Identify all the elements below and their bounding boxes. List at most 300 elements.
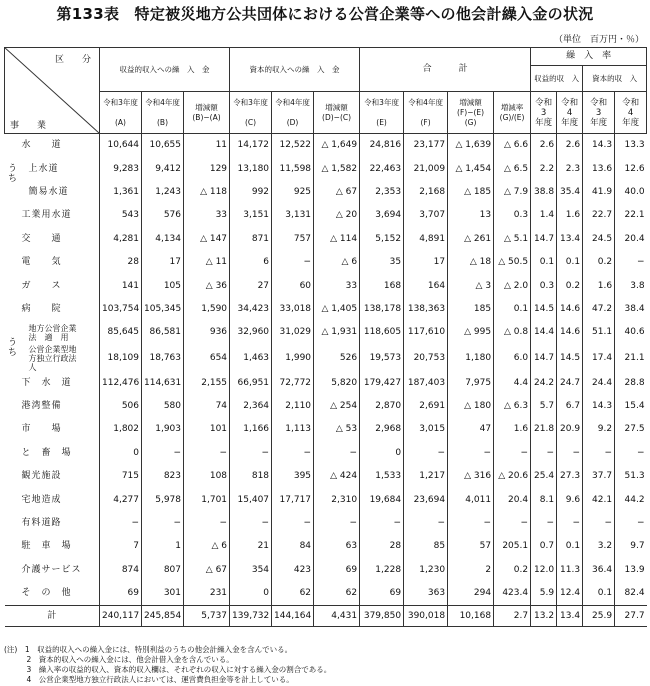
table-cell: 5,820 [314,372,360,395]
table-cell: 1,361 [100,181,142,204]
table-cell: 19,684 [360,488,404,511]
table-cell: − [615,251,647,274]
table-cell: 7,975 [448,372,494,395]
table-cell: △ 6 [184,535,230,558]
table-cell: 17.4 [583,345,615,372]
table-cell: 118,605 [360,321,404,344]
table-cell: △ 1,405 [314,298,360,321]
table-cell: − [615,442,647,465]
table-cell: △ 0.8 [494,321,531,344]
table-cell: 42.1 [583,488,615,511]
table-cell: 4.4 [494,372,531,395]
table-cell: 1,243 [142,181,184,204]
table-cell: 19,573 [360,345,404,372]
table-cell: 543 [100,204,142,227]
table-cell: 62 [314,582,360,606]
table-cell: △ 114 [314,228,360,251]
table-cell: 20.9 [557,418,583,441]
table-cell: − [272,251,314,274]
table-row [5,488,647,511]
table-cell: 82.4 [615,582,647,606]
table-cell: 992 [230,181,272,204]
table-cell: − [557,442,583,465]
table-body [5,134,647,627]
table-cell: − [184,442,230,465]
table-cell: △ 6 [314,251,360,274]
header-rate-cap-r4: 令和 4 年度 [615,92,647,134]
table-cell: 32,960 [230,321,272,344]
table-cell: 5,152 [360,228,404,251]
table-cell: 9.7 [615,535,647,558]
table-cell: 12.6 [615,157,647,180]
table-cell: 0.2 [583,251,615,274]
table-cell: 103,754 [100,298,142,321]
table-row [5,251,647,274]
table-cell: 47.2 [583,298,615,321]
table-cell: 925 [272,181,314,204]
row-label: 水 道 [21,140,62,151]
table-cell: 138,363 [404,298,448,321]
table-cell: 22.1 [615,204,647,227]
table-cell: 51.3 [615,465,647,488]
table-row [5,395,647,418]
table-cell: − [531,512,557,535]
table-cell: 936 [184,321,230,344]
table-cell: 25.9 [583,606,615,627]
table-cell: 164 [404,274,448,297]
table-cell: 23,694 [404,488,448,511]
header-rate-cap-r3: 令和 3 年度 [583,92,615,134]
table-cell: 60 [272,274,314,297]
table-cell: 13.9 [615,559,647,582]
table-cell: 24.7 [557,372,583,395]
table-cell: 1,113 [272,418,314,441]
table-cell: 1.6 [557,204,583,227]
table-cell: 10,168 [448,606,494,627]
table-cell: 3,151 [230,204,272,227]
header-rate-rev-r3: 令和 3 年度 [531,92,557,134]
row-label: ガ ス [21,280,62,291]
table-cell: △ 316 [448,465,494,488]
table-cell: − [142,442,184,465]
table-cell: − [494,442,531,465]
table-cell: △ 254 [314,395,360,418]
header-kubun: 区 分 [55,55,92,65]
table-cell: 114,631 [142,372,184,395]
table-cell: 57 [448,535,494,558]
table-cell: 21.8 [531,418,557,441]
table-cell: 9.2 [583,418,615,441]
table-cell: 112,476 [100,372,142,395]
table-cell: △ 261 [448,228,494,251]
table-row [5,204,647,227]
table-cell: 12,522 [272,134,314,158]
footnote-2: 2 資本的収入への繰入金には、他会計借入金を含んでいる。 [4,655,234,664]
table-cell: 21 [230,535,272,558]
header-rate-capital: 資本的収 入 [583,66,647,92]
table-cell: 69 [314,559,360,582]
table-cell: 40.6 [615,321,647,344]
row-label: 下 水 道 [21,377,72,388]
table-cell: 14.3 [583,134,615,158]
header-inc-fe: 増減額 (F)−(E) (G) [448,92,494,134]
table-row [5,606,647,627]
header-capital-group: 資本的収入への繰 入 金 [230,48,360,92]
table-cell: 14.3 [583,395,615,418]
table-cell: 13.4 [557,228,583,251]
table-cell: − [230,442,272,465]
table-cell: 1,166 [230,418,272,441]
table-cell: 37.7 [583,465,615,488]
table-cell: 14.4 [531,321,557,344]
table-cell: △ 185 [448,181,494,204]
table-cell: 1,228 [360,559,404,582]
table-cell: 18,109 [100,345,142,372]
table-cell: 12.0 [531,559,557,582]
table-cell: 379,850 [360,606,404,627]
table-cell: 0.2 [494,559,531,582]
table-cell: 17,717 [272,488,314,511]
table-cell: 576 [142,204,184,227]
table-cell: 129 [184,157,230,180]
table-cell: 27.7 [615,606,647,627]
table-cell: 580 [142,395,184,418]
table-cell: 4,011 [448,488,494,511]
table-cell: 14,172 [230,134,272,158]
table-cell: 363 [404,582,448,606]
table-cell: 2,155 [184,372,230,395]
table-cell: △ 1,931 [314,321,360,344]
table-cell: 105 [142,274,184,297]
table-cell: 1,903 [142,418,184,441]
table-cell: 423 [272,559,314,582]
table-cell: 139,732 [230,606,272,627]
table-cell: 2,168 [404,181,448,204]
table-cell: 84 [272,535,314,558]
table-cell: 138,178 [360,298,404,321]
table-cell: △ 118 [184,181,230,204]
table-cell: − [404,512,448,535]
table-cell: 1.4 [531,204,557,227]
table-cell: 2,968 [360,418,404,441]
table-cell: 14.7 [531,345,557,372]
table-cell: △ 1,639 [448,134,494,158]
header-incrate-ge: 増減率 (G)/(E) [494,92,531,134]
table-row [5,559,647,582]
table-cell: △ 67 [184,559,230,582]
row-label: 病 院 [21,303,62,314]
table-cell: 654 [184,345,230,372]
table-cell: 0.7 [531,535,557,558]
header-rate-rev-r4: 令和 4 年度 [557,92,583,134]
table-cell: 1.6 [583,274,615,297]
footnote-3: 3 繰入率の収益的収入、資本的収入欄は、それぞれの収入に対する繰入金の割合である。 [4,665,332,674]
table-cell: − [142,512,184,535]
data-table [4,47,647,627]
table-cell: 33 [184,204,230,227]
table-cell: 8.1 [531,488,557,511]
table-cell: − [184,512,230,535]
table-row [5,321,647,344]
row-label: 観光施設 [21,471,62,482]
table-cell: 44.2 [615,488,647,511]
table-cell: 1,802 [100,418,142,441]
table-cell: 2.7 [494,606,531,627]
row-label: 交 通 [21,233,62,244]
table-cell: 15,407 [230,488,272,511]
table-cell: 4,134 [142,228,184,251]
table-cell: △ 7.9 [494,181,531,204]
table-cell: 13 [448,204,494,227]
table-cell: 1,230 [404,559,448,582]
table-cell: 1,463 [230,345,272,372]
table-cell: − [583,442,615,465]
table-cell: 66,951 [230,372,272,395]
table-cell: 24.4 [583,372,615,395]
table-cell: 22.7 [583,204,615,227]
table-cell: − [272,512,314,535]
table-cell: 101 [184,418,230,441]
footnotes [4,645,331,685]
table-cell: 874 [100,559,142,582]
table-cell: 24.2 [531,372,557,395]
table-cell: 38.8 [531,181,557,204]
table-cell: 7 [100,535,142,558]
table-cell: 526 [314,345,360,372]
table-cell: 6.7 [557,395,583,418]
row-label: 宅地造成 [21,494,62,505]
table-cell: 2,691 [404,395,448,418]
table-cell: 1,217 [404,465,448,488]
table-cell: 823 [142,465,184,488]
table-cell: △ 53 [314,418,360,441]
table-row [5,535,647,558]
table-cell: 4,277 [100,488,142,511]
table-cell: 1,701 [184,488,230,511]
table-cell: 390,018 [404,606,448,627]
table-cell: 14.5 [557,345,583,372]
table-cell: 35.4 [557,181,583,204]
table-cell: 2 [448,559,494,582]
table-cell: 3.8 [615,274,647,297]
row-label: 上水道 [28,163,59,174]
table-cell: 72,772 [272,372,314,395]
table-cell: 62 [272,582,314,606]
table-cell: 11,598 [272,157,314,180]
table-cell: 108 [184,465,230,488]
table-cell: 69 [100,582,142,606]
table-row [5,298,647,321]
table-cell: 74 [184,395,230,418]
table-cell: △ 50.5 [494,251,531,274]
table-cell: − [314,512,360,535]
row-label: 公営企業型地方独立行政法人 [28,344,77,372]
table-cell: 85 [404,535,448,558]
table-cell: 506 [100,395,142,418]
table-cell: 6.0 [494,345,531,372]
table-cell: 15.4 [615,395,647,418]
table-cell: − [100,512,142,535]
table-cell: 63 [314,535,360,558]
table-cell: 27.5 [615,418,647,441]
row-label: 市 場 [21,424,62,435]
table-cell: − [272,442,314,465]
table-cell: △ 3 [448,274,494,297]
table-cell: 9,283 [100,157,142,180]
table-cell: 20,753 [404,345,448,372]
table-cell: 20.4 [615,228,647,251]
table-cell: △ 147 [184,228,230,251]
table-cell: 13.3 [615,134,647,158]
table-cell: 5,978 [142,488,184,511]
table-cell: △ 1,582 [314,157,360,180]
header-r4-b: 令和4年度 (B) [142,92,184,134]
row-label: 電 気 [21,257,62,268]
header-r4-d: 令和4年度 (D) [272,92,314,134]
row-label: と 畜 場 [21,447,72,458]
table-cell: 0.2 [557,274,583,297]
row-label: 計 [5,606,100,627]
header-inc-ba: 増減額 (B)−(A) [184,92,230,134]
table-row [5,512,647,535]
table-cell: 24,816 [360,134,404,158]
table-cell: △ 67 [314,181,360,204]
table-cell: 205.1 [494,535,531,558]
table-cell: 185 [448,298,494,321]
table-cell: 0 [230,582,272,606]
table-cell: 3,707 [404,204,448,227]
table-cell: 20.4 [494,488,531,511]
table-cell: − [557,512,583,535]
table-cell: 3,694 [360,204,404,227]
table-cell: 6 [230,251,272,274]
table-cell: 10,644 [100,134,142,158]
table-cell: 9,412 [142,157,184,180]
table-cell: 871 [230,228,272,251]
table-cell: 231 [184,582,230,606]
header-r3-c: 令和3年度 (C) [230,92,272,134]
table-cell: △ 995 [448,321,494,344]
table-cell: 423.4 [494,582,531,606]
table-cell: △ 18 [448,251,494,274]
table-cell: 141 [100,274,142,297]
footnote-1: (注) 1 収益的収入への繰入金には、特別利益のうちの他会計繰入金を含んでいる。 [4,645,293,654]
header-revenue-group: 収益的収入への繰 入 金 [100,48,230,92]
table-cell: 1,990 [272,345,314,372]
table-cell: − [615,512,647,535]
header-rate-revenue: 収益的収 入 [531,66,583,92]
table-cell: 4,431 [314,606,360,627]
table-cell: 40.0 [615,181,647,204]
row-label: 工業用水道 [21,210,72,221]
table-cell: 0.3 [494,204,531,227]
row-label: 地方公営企業法 適 用 [28,323,77,342]
table-cell: 11.3 [557,559,583,582]
footnote-4: 4 公営企業型地方独立行政法人においては、運営費負担金等を計上している。 [4,675,294,684]
row-label: そ の 他 [5,582,100,606]
table-cell: 13.4 [557,606,583,627]
table-cell: △ 20 [314,204,360,227]
table-cell: 3,015 [404,418,448,441]
header-rate-group: 繰 入 率 [531,48,647,66]
table-cell: △ 11 [184,251,230,274]
table-row [5,465,647,488]
header-inc-dc: 増減額 (D)−(C) [314,92,360,134]
table-cell: △ 36 [184,274,230,297]
table-cell: 187,403 [404,372,448,395]
table-cell: − [404,442,448,465]
table-row [5,582,647,606]
table-cell: 35 [360,251,404,274]
table-cell: 22,463 [360,157,404,180]
table-cell: 757 [272,228,314,251]
table-cell: 69 [360,582,404,606]
table-cell: 2,364 [230,395,272,418]
table-cell: 2,310 [314,488,360,511]
header-r3-e: 令和3年度 (E) [360,92,404,134]
table-cell: 27.3 [557,465,583,488]
table-cell: 14.5 [531,298,557,321]
table-cell: △ 6.6 [494,134,531,158]
table-cell: △ 424 [314,465,360,488]
table-cell: △ 180 [448,395,494,418]
table-cell: 13,180 [230,157,272,180]
row-label: 有料道路 [21,518,62,529]
table-cell: 3.2 [583,535,615,558]
table-cell: 168 [360,274,404,297]
table-cell: 0 [100,442,142,465]
table-cell: 13.6 [583,157,615,180]
table-cell: 1,590 [184,298,230,321]
table-cell: △ 1,454 [448,157,494,180]
table-cell: 24.5 [583,228,615,251]
table-cell: 34,423 [230,298,272,321]
table-cell: − [448,442,494,465]
table-cell: 21.1 [615,345,647,372]
table-cell: 245,854 [142,606,184,627]
table-cell: 41.9 [583,181,615,204]
table-cell: 5,737 [184,606,230,627]
row-label: 簡易水道 [28,186,69,197]
table-cell: 14.6 [557,321,583,344]
table-cell: 2,110 [272,395,314,418]
table-cell: △ 1,649 [314,134,360,158]
table-row [5,228,647,251]
table-cell: 144,164 [272,606,314,627]
table-cell: 17 [142,251,184,274]
table-cell: △ 5.1 [494,228,531,251]
table-cell: 85,645 [100,321,142,344]
header-r4-f: 令和4年度 (F) [404,92,448,134]
table-title: 第133表 特定被災地方公共団体における公営企業等への他会計繰入金の状況 [56,5,594,23]
table-cell: 1,180 [448,345,494,372]
table-cell: 36.4 [583,559,615,582]
table-cell: 21,009 [404,157,448,180]
table-row [5,274,647,297]
table-cell: 28 [100,251,142,274]
table-cell: △ 6.5 [494,157,531,180]
table-cell: 47 [448,418,494,441]
table-cell: − [448,512,494,535]
table-cell: 2.3 [557,157,583,180]
table-cell: 3,131 [272,204,314,227]
table-cell: − [531,442,557,465]
table-cell: 117,610 [404,321,448,344]
table-cell: △ 6.3 [494,395,531,418]
table-cell: 4,281 [100,228,142,251]
table-cell: 27 [230,274,272,297]
row-label: 港湾整備 [21,401,62,412]
